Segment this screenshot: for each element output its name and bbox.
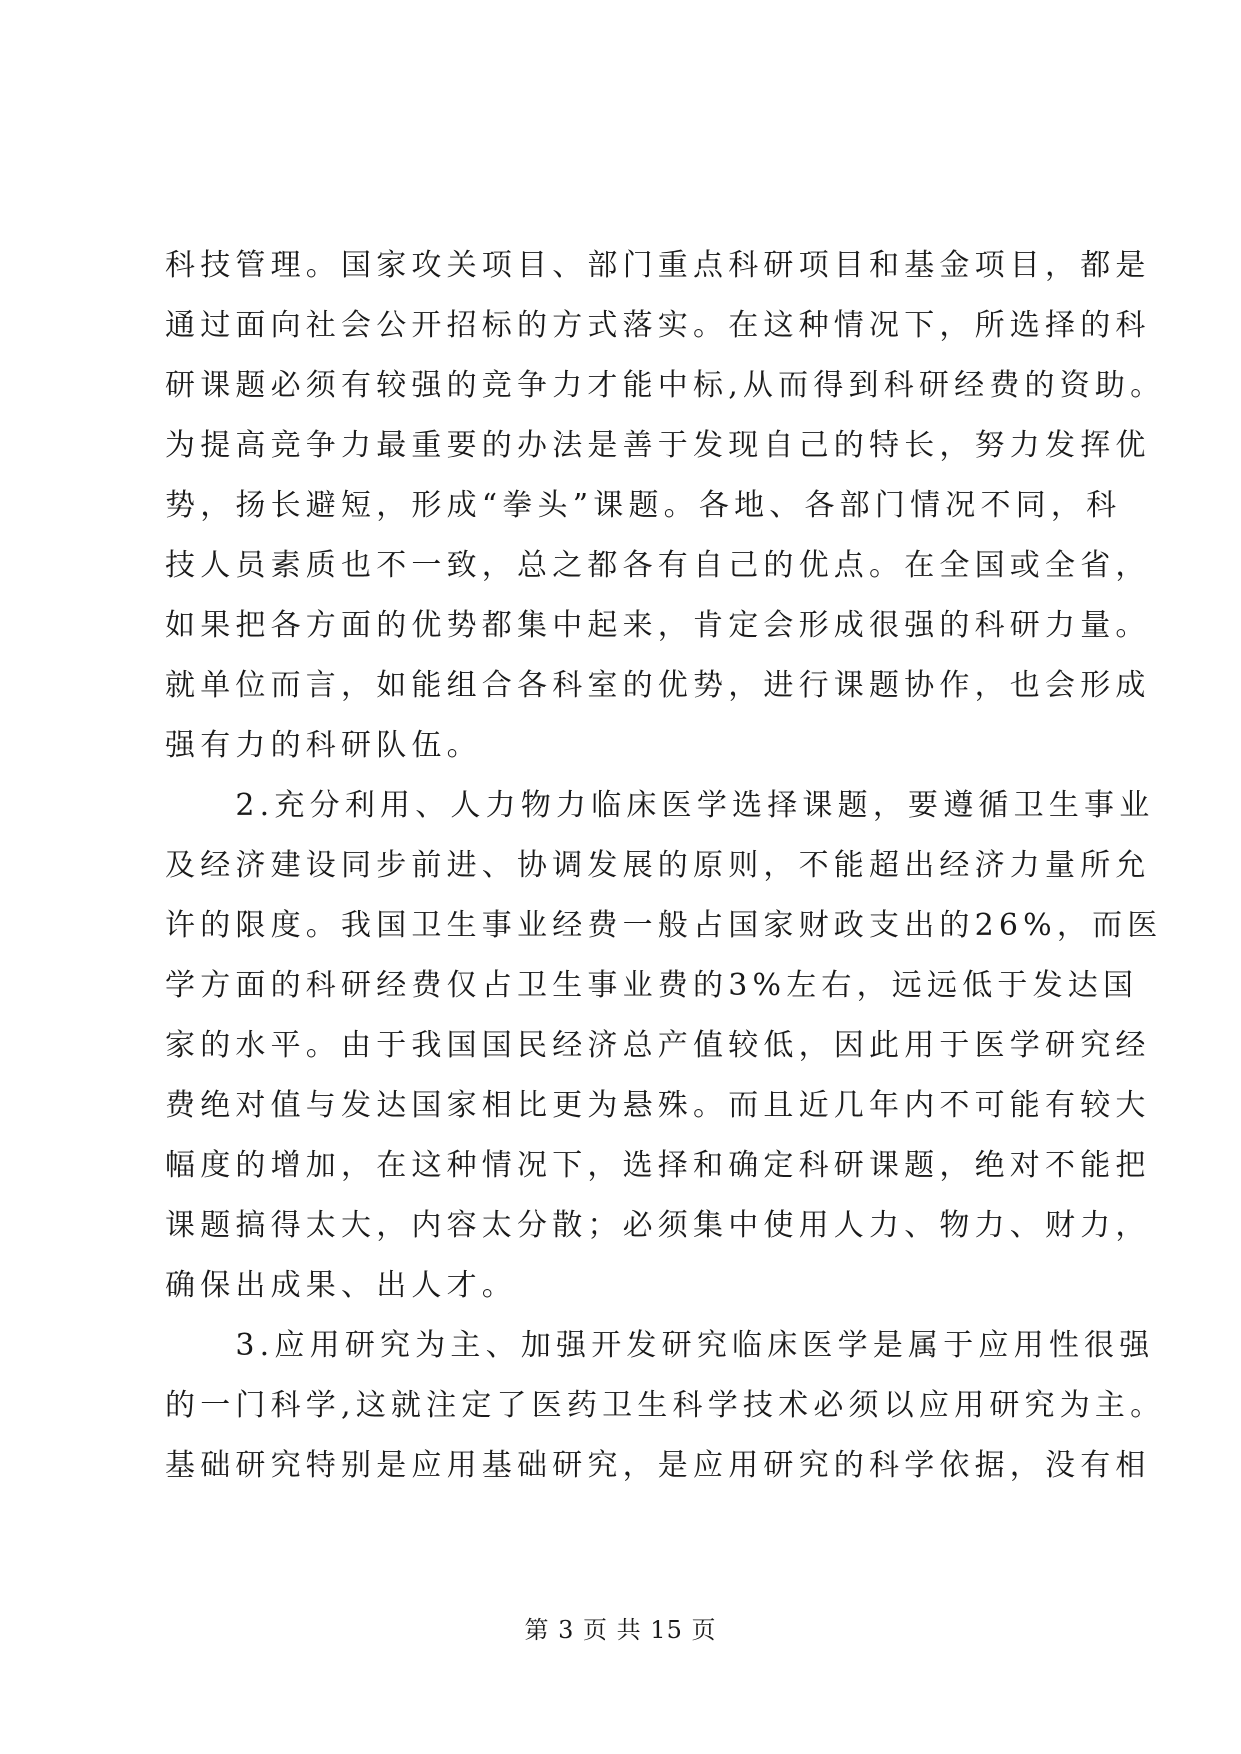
text-line: 课题搞得太大，内容太分散；必须集中使用人力、物力、财力， [165,1208,1151,1243]
text-line: 2.充分利用、人力物力临床医学选择课题，要遵循卫生事业 [165,788,1155,823]
text-line: 许的限度。我国卫生事业经费一般占国家财政支出的26%，而医 [165,908,1163,943]
page-number-footer: 第 3 页 共 15 页 [524,1616,717,1644]
text-line: 如果把各方面的优势都集中起来，肯定会形成很强的科研力量。 [165,608,1151,643]
text-line: 及经济建设同步前进、协调发展的原则，不能超出经济力量所允 [165,848,1151,883]
text-line: 通过面向社会公开招标的方式落实。在这种情况下，所选择的科 [165,308,1151,343]
text-line: 为提高竞争力最重要的办法是善于发现自己的特长，努力发挥优 [165,428,1151,463]
text-line: 家的水平。由于我国国民经济总产值较低，因此用于医学研究经 [165,1028,1151,1063]
text-line: 基础研究特别是应用基础研究，是应用研究的科学依据，没有相 [165,1448,1151,1483]
text-line: 学方面的科研经费仅占卫生事业费的3%左右，远远低于发达国 [165,968,1139,1003]
text-line: 强有力的科研队伍。 [165,728,482,763]
text-line: 费绝对值与发达国家相比更为悬殊。而且近几年内不可能有较大 [165,1088,1151,1123]
text-line: 科技管理。国家攻关项目、部门重点科研项目和基金项目，都是 [165,248,1151,283]
text-line: 就单位而言，如能组合各科室的优势，进行课题协作，也会形成 [165,668,1151,703]
text-line: 的一门科学,这就注定了医药卫生科学技术必须以应用研究为主。 [165,1388,1166,1423]
text-line: 3.应用研究为主、加强开发研究临床医学是属于应用性很强 [165,1328,1155,1363]
text-line: 技人员素质也不一致，总之都各有自己的优点。在全国或全省， [165,548,1151,583]
body-text [165,236,1166,1496]
text-line: 确保出成果、出人才。 [165,1268,517,1303]
text-line: 幅度的增加，在这种情况下，选择和确定科研课题，绝对不能把 [165,1148,1151,1183]
text-line: 势，扬长避短，形成“拳头”课题。各地、各部门情况不同，科 [165,488,1122,523]
text-line: 研课题必须有较强的竞争力才能中标,从而得到科研经费的资助。 [165,368,1166,403]
